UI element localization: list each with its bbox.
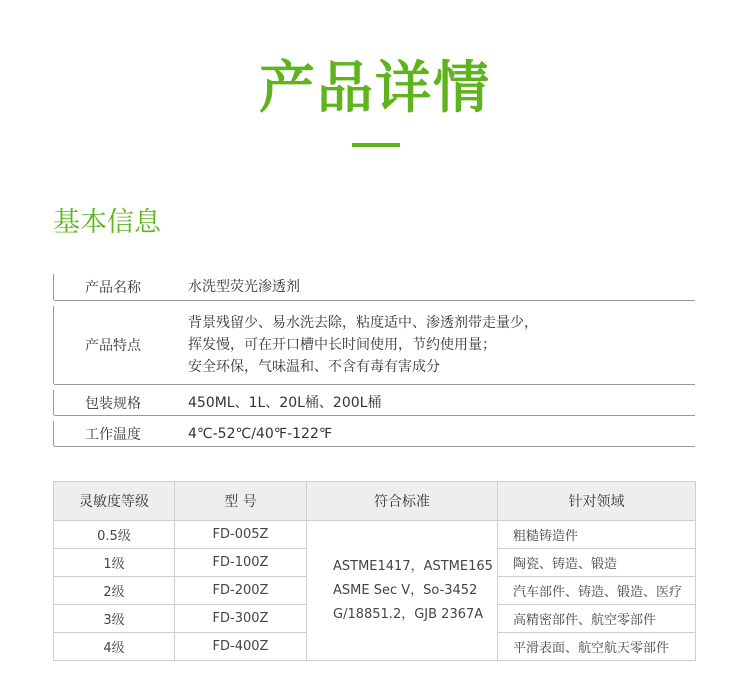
sensitivity-cell: 3级 (54, 605, 175, 633)
model-cell: FD-005Z (175, 521, 307, 549)
info-label: 产品名称 (85, 280, 141, 296)
info-value (172, 392, 695, 414)
info-value-line: 4℃-52℃/40℉-122℉ (188, 425, 333, 442)
table-header-row (54, 482, 696, 521)
info-value-line: 水洗型荧光渗透剂 (188, 279, 300, 295)
model-cell: FD-100Z (175, 549, 307, 577)
table-row (54, 521, 696, 549)
info-value-line: 安全环保，气味温和、不含有毒有害成分 (188, 359, 440, 375)
info-value (172, 423, 695, 445)
model-cell: FD-400Z (175, 633, 307, 661)
section-title: 基本信息 (53, 207, 161, 238)
domain-cell: 平滑表面、航空航天零部件 (498, 633, 696, 661)
info-row-packaging (53, 390, 695, 415)
info-row-temperature (53, 421, 695, 446)
info-value-line: 挥发慢，可在开口槽中长时间使用，节约使用量； (188, 337, 496, 353)
standards-line: G/18851.2，GJB 2367A (333, 606, 484, 622)
info-value-line: 背景残留少、易水洗去除，粘度适中、渗透剂带走量少， (188, 315, 538, 331)
page-title: 产品详情 (259, 56, 491, 121)
domain-cell: 汽车部件、铸造、锻造、医疗 (498, 577, 696, 605)
standards-line: ASME Sec V，So-3452 (333, 582, 478, 598)
sensitivity-cell: 4级 (54, 633, 175, 661)
model-cell: FD-200Z (175, 577, 307, 605)
sensitivity-cell: 0.5级 (54, 521, 175, 549)
header-domain: 针对领域 (498, 482, 696, 521)
info-row-product-name (53, 274, 695, 300)
header-model: 型 号 (175, 482, 307, 521)
spec-table (53, 481, 696, 661)
row-divider (54, 446, 695, 447)
row-divider (54, 300, 695, 301)
info-value (172, 276, 695, 298)
header-sensitivity: 灵敏度等级 (54, 482, 175, 521)
domain-cell: 高精密部件、航空零部件 (498, 605, 696, 633)
basic-info-list (53, 274, 695, 446)
standards-line: ASTME1417，ASTME165 (333, 558, 493, 574)
domain-cell: 粗糙铸造件 (498, 521, 696, 549)
row-divider (54, 415, 695, 416)
info-value-line: 450ML、1L、20L桶、200L桶 (188, 394, 382, 411)
info-row-features (53, 306, 695, 384)
title-underline (352, 143, 400, 147)
standards-cell (307, 521, 498, 661)
info-value (172, 312, 695, 378)
info-label: 产品特点 (85, 338, 141, 354)
info-label: 包装规格 (85, 395, 141, 412)
row-divider (54, 384, 695, 385)
sensitivity-cell: 1级 (54, 549, 175, 577)
model-cell: FD-300Z (175, 605, 307, 633)
info-label: 工作温度 (85, 426, 141, 443)
domain-cell: 陶瓷、铸造、锻造 (498, 549, 696, 577)
sensitivity-cell: 2级 (54, 577, 175, 605)
header-standard: 符合标准 (307, 482, 498, 521)
